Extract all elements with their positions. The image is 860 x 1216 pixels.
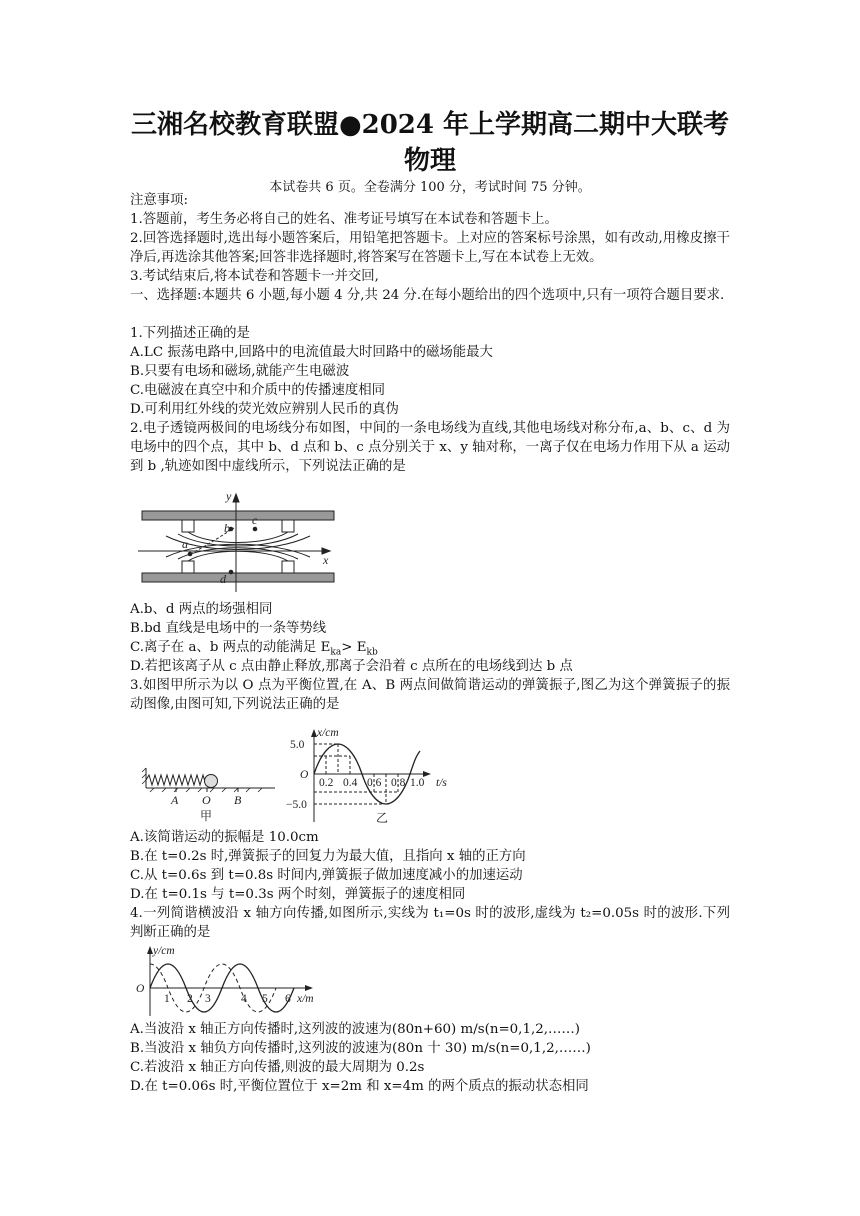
point-a-label: a	[182, 537, 188, 551]
q2-option-d: D.若把该离子从 c 点由静止释放,那离子会沿着 c 点所在的电场线到达 b 点	[130, 659, 573, 674]
caption-jia: 甲	[200, 809, 213, 823]
field-line	[188, 532, 288, 543]
xtick: 3	[205, 993, 211, 1005]
xtick: 6	[285, 993, 291, 1005]
point-b-label: b	[224, 521, 230, 535]
xtick: 4	[241, 993, 247, 1005]
ytick-top: 5.0	[290, 739, 305, 751]
xtick: 0.8	[391, 777, 406, 789]
xtick: 0.2	[319, 777, 334, 789]
label-B: B	[234, 793, 242, 807]
y-label: y	[226, 489, 232, 503]
q4-option-b: B.当波沿 x 轴负方向传播时,这列波的波速为(80n 十 30) m/s(n=0,1,2,……)	[130, 1041, 591, 1056]
q4-option-c: C.若波沿 x 轴正方向传播,则波的最大周期为 0.2s	[130, 1060, 425, 1075]
top-plate	[142, 511, 334, 520]
q3-option-c: C.从 t=0.6s 到 t=0.8s 时间内,弹簧振子做加速度减小的加速运动	[130, 868, 523, 883]
q1-stem: 1.下列描述正确的是	[130, 326, 250, 341]
q2-option-a: A.b、d 两点的场强相同	[130, 602, 273, 617]
q3-stem: 3.如图甲所示为以 O 点为平衡位置,在 A、B 两点间做简谐运动的弹簧振子,图乙为这个弹簧振子的振动图像,由图可知,下列说法正确的是	[130, 678, 730, 712]
field-line	[188, 551, 288, 561]
q3-option-d: D.在 t=0.1s 与 t=0.3s 两个时刻，弹簧振子的速度相同	[130, 887, 466, 902]
ball	[205, 775, 218, 788]
graph-xlabel: t/s	[436, 777, 447, 789]
xtick: 1.0	[410, 777, 425, 789]
q2-option-c: C.离子在 a、b 两点的动能满足 $E_{ka}> E_{kb}$	[130, 640, 378, 658]
q1-option-a: A.LC 振荡电路中,回路中的电流值最大时回路中的磁场能最大	[130, 345, 493, 360]
exam-subtitle: 本试卷共 6 页。全卷满分 100 分，考试时间 75 分钟。	[269, 180, 591, 195]
wave-origin: O	[136, 983, 145, 995]
q4-stem: 4.一列简谐横波沿 x 轴方向传播,如图所示,实线为 t₁=0s 时的波形,虚线为 t₂=0.05s 时的波形.下列判断正确的是	[130, 906, 730, 940]
q2-field-figure	[138, 488, 338, 596]
q1-option-c: C.电磁波在真空中和介质中的传播速度相同	[130, 383, 386, 398]
xtick: 5	[262, 993, 268, 1005]
xtick: 1	[164, 993, 170, 1005]
q1-option-d: D.可利用红外线的荧光效应辨别人民币的真伪	[130, 402, 399, 417]
section-heading: 一、选择题:本题共 6 小题,每小题 4 分,共 24 分.在每小题给出的四个选项中,只有一项符合题目要求.	[130, 288, 725, 303]
wave-xlabel: x/m	[297, 993, 314, 1005]
q1-option-b: B.只要有电场和磁场,就能产生电磁波	[130, 364, 350, 379]
point-d-label: d	[220, 572, 226, 586]
graph-ylabel: x/cm	[317, 727, 339, 739]
xtick: 2	[187, 993, 193, 1005]
ytick-bottom: −5.0	[286, 799, 307, 811]
spring	[146, 775, 209, 785]
q4-option-a: A.当波沿 x 轴正方向传播时,这列波的波速为(80n+60) m/s(n=0,1,2,……)	[130, 1022, 580, 1037]
q3-option-a: A.该简谐运动的振幅是 10.0cm	[130, 830, 319, 845]
q4-wave-figure	[132, 942, 332, 1020]
notice-heading: 注意事项:	[130, 193, 189, 208]
x-label: x	[323, 553, 329, 567]
label-O: O	[202, 793, 211, 807]
point-c-label: c	[252, 513, 258, 527]
q3-vibration-graph	[286, 726, 486, 826]
notice-item-1: 1.答题前，考生务必将自己的姓名、准考证号填写在本试卷和答题卡上。	[130, 212, 558, 227]
wave-ylabel: y/cm	[153, 945, 175, 957]
bottom-plate	[142, 573, 334, 582]
notice-item-3: 3.考试结束后,将本试卷和答题卡一并交回,	[130, 269, 379, 284]
subject-title: 物理	[403, 146, 456, 176]
q2-option-b: B.bd 直线是电场中的一条等势线	[130, 621, 327, 636]
xtick: 0.6	[367, 777, 382, 789]
q3-option-b: B.在 t=0.2s 时,弹簧振子的回复力为最大值，且指向 x 轴的正方向	[130, 849, 526, 864]
caption-yi: 乙	[376, 811, 389, 825]
graph-origin: O	[300, 769, 309, 781]
q3-spring-figure	[140, 762, 280, 824]
notice-item-2: 2.回答选择题时,选出每小题答案后，用铅笔把答题卡。上对应的答案标号涂黑，如有改动,用橡皮擦干净后,再选涂其他答案;回答非选择题时,将答案写在答题卡上,写在本试卷上无效。	[130, 231, 730, 265]
label-A: A	[171, 793, 179, 807]
exam-title: 三湘名校教育联盟●2024 年上学期高二期中大联考	[130, 110, 730, 140]
xtick: 0.4	[343, 777, 358, 789]
q4-option-d: D.在 t=0.06s 时,平衡位置位于 x=2m 和 x=4m 的两个质点的振动状态相同	[130, 1079, 589, 1094]
q2-stem: 2.电子透镜两极间的电场线分布如图，中间的一条电场线为直线,其他电场线对称分布,a、b、c、d 为电场中的四个点，其中 b、d 点和 b、c 点分别关于 x、y 轴对称，一离子仅在电场力作用下从 a 运动到 b ,轨迹如图中虚线所示，下列说法正确的是	[130, 421, 730, 474]
